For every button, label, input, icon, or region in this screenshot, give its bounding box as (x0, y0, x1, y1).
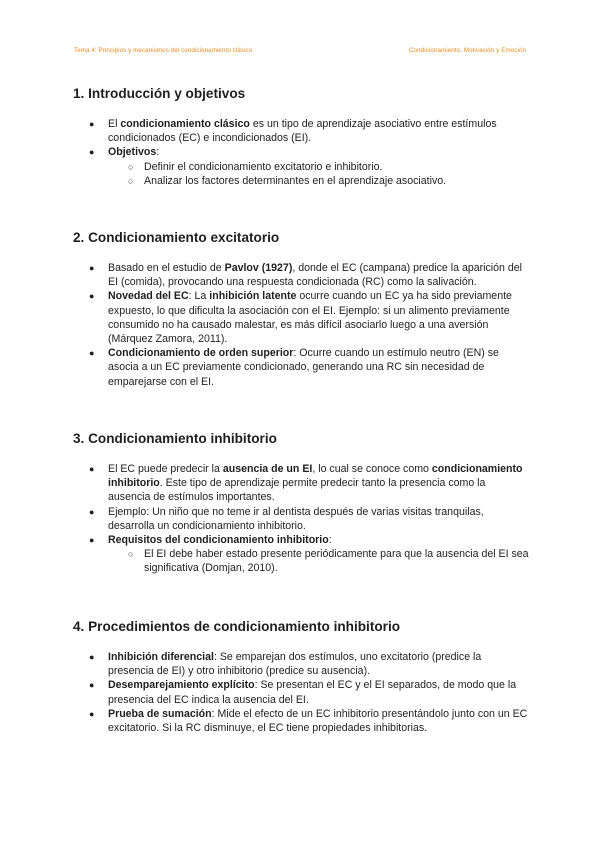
bullet-icon: ● (89, 680, 95, 691)
sub-list-item: ○ Analizar los factores determinantes en el aprendizaje asociativo. (128, 174, 447, 187)
header-right: Condicionamiento, Motivación y Emoción (409, 47, 526, 54)
list-item: ● Requisitos del condicionamiento inhibitorio: ○ El EI debe haber estado presente periódicamente para que la ausencia del EI sea significativa (Domjan, 2010). (89, 534, 529, 575)
section-excitatorio (73, 230, 530, 389)
bullet-icon: ● (89, 464, 95, 474)
circle-bullet-icon: ○ (128, 175, 134, 186)
list-item: ● Condicionamiento de orden superior: Ocurre cuando un estímulo neutro (EN) se asocia a un EC previamente condicionado, generando una RC sin necesidad de emparejarse con el EI. (89, 347, 499, 388)
section-inhibitorio (73, 431, 530, 576)
section-title: 3. Condicionamiento inhibitorio (73, 431, 277, 446)
section-title: 4. Procedimientos de condicionamiento inhibitorio (73, 619, 401, 634)
sub-list (108, 547, 530, 575)
bullet-icon: ● (89, 119, 95, 129)
bullet-list (73, 462, 530, 576)
header-left: Tema 4: Principios y mecanismos del condicionamiento clásico (74, 47, 253, 54)
bullet-icon: ● (89, 147, 95, 158)
section-procedimientos (73, 619, 530, 735)
bullet-icon: ● (89, 652, 95, 662)
list-item: ● Basado en el estudio de Pavlov (1927), donde el EC (campana) predice la aparición del EI (comida), provocando una respuesta condicionada (RC) como la salivación. (89, 262, 523, 289)
bullet-list (73, 650, 530, 735)
section-title: 1. Introducción y objetivos (73, 86, 246, 101)
circle-bullet-icon: ○ (128, 161, 134, 172)
list-item: ● Ejemplo: Un niño que no teme ir al dentista después de varias visitas tranquilas, desarrolla un condicionamiento inhibitorio. (89, 505, 484, 532)
bullet-list (73, 117, 530, 188)
bullet-icon: ● (89, 506, 95, 517)
list-item: ● Novedad del EC: La inhibición latente ocurre cuando un EC ya ha sido previamente expuesto, lo que dificulta la asociación con el EI. Ejemplo: si un alimento previamente consumido no ha causado malestar, es más difícil asociarlo luego a una aversión (Márquez Zamora, 2011). (89, 290, 512, 346)
sub-list-item: ○ El EI debe haber estado presente periódicamente para que la ausencia del EI sea significativa (Domjan, 2010). (128, 548, 529, 575)
circle-bullet-icon: ○ (128, 549, 134, 560)
bullet-list (73, 261, 530, 389)
bullet-icon: ● (89, 291, 95, 302)
list-item: ● Objetivos: ○ Definir el condicionamiento excitatorio e inhibitorio. ○ Analizar los factores determinantes en el aprendizaje asociativo. (73, 145, 530, 188)
bullet-icon: ● (89, 263, 95, 273)
sub-list (108, 160, 530, 188)
list-item: ● El EC puede predecir la ausencia de un EI, lo cual se conoce como condicionamiento inhibitorio. Este tipo de aprendizaje permite predecir tanto la presencia como la ausencia de estímulos importantes. (89, 463, 523, 504)
section-title: 2. Condicionamiento excitatorio (73, 230, 280, 245)
list-item: ● Desemparejamiento explícito: Se presentan el EC y el EI separados, de modo que la presencia del EC indica la ausencia del EI. (89, 679, 517, 706)
section-introduccion (73, 86, 530, 188)
sub-list-item: ○ Definir el condicionamiento excitatorio e inhibitorio. (128, 160, 383, 173)
bullet-icon: ● (89, 348, 95, 359)
bullet-icon: ● (89, 708, 95, 719)
page-header (74, 47, 526, 54)
bullet-icon: ● (89, 535, 95, 546)
list-item: ● Inhibición diferencial: Se emparejan dos estímulos, uno excitatorio (predice la presencia de EI) y otro inhibitorio (predice su ausencia). (89, 651, 482, 678)
list-item: ● El condicionamiento clásico es un tipo de aprendizaje asociativo entre estímulos condicionados (EC) e incondicionados (EI). (89, 118, 497, 145)
list-item: ● Prueba de sumación: Mide el efecto de un EC inhibitorio presentándolo junto con un EC excitatorio. Si la RC disminuye, el EC tiene propiedades inhibitorias. (89, 707, 528, 735)
